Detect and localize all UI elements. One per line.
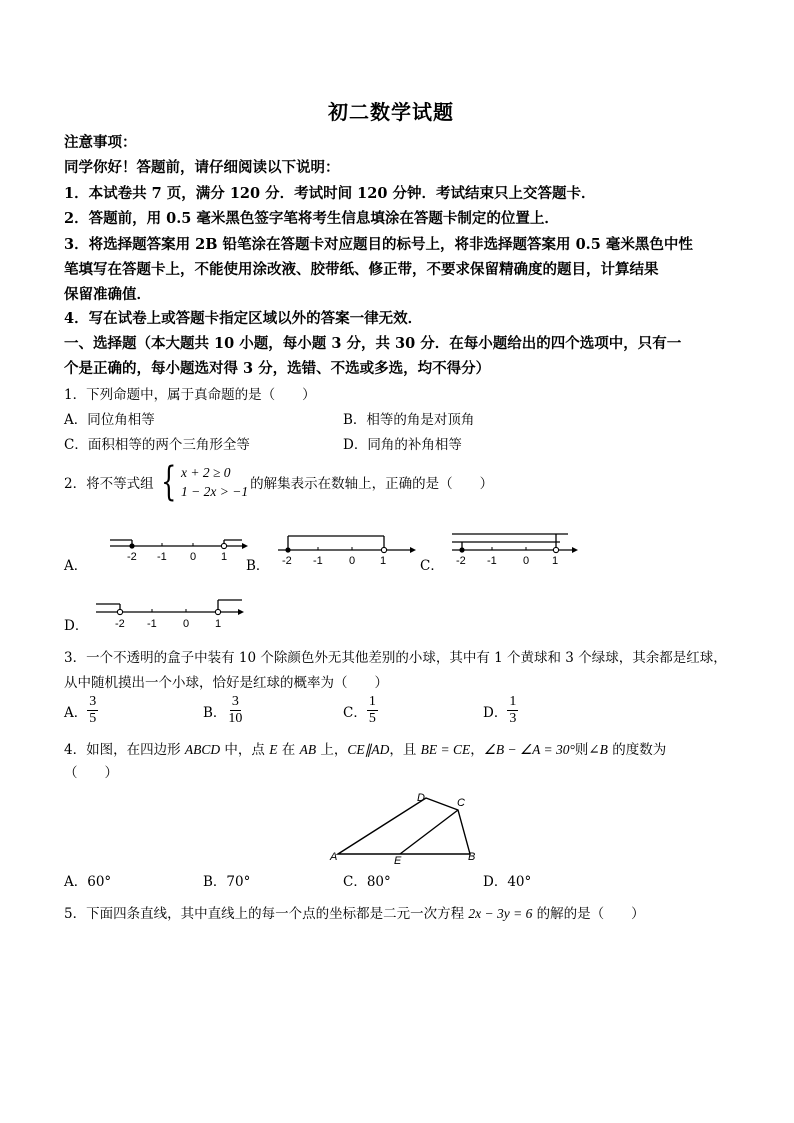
numerator: 1 [509, 694, 517, 709]
math: CE∥AD [347, 742, 390, 757]
page-title: 初二数学试题 [328, 100, 454, 124]
tick-label: 1 [215, 618, 222, 630]
question-5-stem [64, 902, 645, 922]
question-1-stem: 1．下列命题中，属于真命题的是（ ） [64, 387, 316, 403]
question-3-option-b [203, 694, 244, 727]
text: 5．下面四条直线，其中直线上的每一个点的坐标都是二元一次方程 [64, 906, 469, 922]
tick-label: -2 [282, 555, 292, 566]
question-2-label-d: D． [64, 618, 89, 634]
tick-label: -1 [487, 555, 497, 566]
option-label: A． [64, 704, 88, 721]
numerator: 3 [231, 694, 239, 709]
notice-heading: 注意事项： [64, 134, 137, 151]
notice-item-3-line3: 保留准确值． [64, 286, 151, 303]
text: ， [470, 742, 484, 758]
question-2-stem [64, 459, 494, 505]
question-3-line2: 从中随机摸出一个小球，恰好是红球的概率为（ ） [64, 675, 388, 691]
fraction [507, 694, 518, 727]
tick-label: 1 [380, 555, 387, 566]
vertex-label-e: E [394, 855, 402, 866]
math: E [269, 742, 278, 757]
question-1-option-a: A．同位角相等 [64, 412, 155, 428]
brace-icon: { [160, 459, 176, 505]
option-label: C． [343, 704, 367, 721]
vertex-label-d: D [417, 792, 425, 804]
denominator: 3 [509, 711, 517, 726]
tick-label: 1 [221, 551, 228, 563]
inequality-system [156, 459, 249, 505]
notice-item-2: 2．答题前，用 0.5 毫米黑色签字笔将考生信息填涂在答题卡制定的位置上． [64, 210, 559, 227]
math: ∠B − ∠A = 30° [483, 742, 575, 757]
denominator: 5 [89, 711, 97, 726]
notice-greeting: 同学你好！答题前，请仔细阅读以下说明： [64, 159, 340, 176]
section-heading-line1: 一、选择题（本大题共 10 小题，每小题 3 分，共 30 分．在每小题给出的四个选项中，只有一 [64, 335, 682, 352]
question-2-label-c: C． [420, 558, 444, 574]
tick-label: -1 [147, 618, 157, 630]
question-4-stem [64, 738, 666, 758]
tick-label: -1 [157, 551, 167, 563]
notice-item-3-line2: 笔填写在答题卡上，不能使用涂改液、胶带纸、修正带，不要求保留精确度的题目，计算结果 [64, 261, 659, 278]
question-3-option-d [483, 694, 518, 727]
question-2-stem-post: 的解集表示在数轴上，正确的是（ ） [250, 476, 494, 492]
question-4-option-b: B．70° [203, 874, 251, 890]
text: 在 [277, 742, 300, 758]
tick-label: -2 [127, 551, 137, 563]
number-line-a [108, 528, 248, 564]
number-line-c [450, 528, 580, 566]
question-1-option-c: C．面积相等的两个三角形全等 [64, 437, 250, 453]
vertex-label-a: A [330, 851, 338, 863]
question-4-option-c: C．80° [343, 874, 391, 890]
inequality-1: x + 2 ≥ 0 [181, 465, 231, 480]
number-line-d [94, 596, 244, 634]
fraction [367, 694, 378, 727]
question-2-label-b: B． [246, 558, 270, 574]
text: 4．如图，在四边形 [64, 742, 185, 758]
numerator: 3 [89, 694, 97, 709]
text: 的度数为 [607, 742, 667, 758]
option-label: D． [483, 704, 508, 721]
tick-label: 0 [523, 555, 530, 566]
text: 的解的是（ ） [532, 906, 645, 922]
question-3-option-c [343, 694, 378, 727]
notice-item-4: 4．写在试卷上或答题卡指定区域以外的答案一律无效． [64, 310, 423, 327]
question-4-option-a: A．60° [64, 874, 112, 890]
math: ABCD [184, 742, 221, 757]
option-label: B． [203, 704, 227, 721]
fraction [226, 694, 244, 727]
math: AB [299, 742, 317, 757]
tick-label: 0 [183, 618, 190, 630]
question-1-option-b: B．相等的角是对顶角 [343, 412, 475, 428]
vertex-label-c: C [457, 797, 465, 809]
question-2-stem-pre: 2．将不等式组 [64, 476, 154, 492]
text: 上， [316, 742, 348, 758]
vertex-label-b: B [468, 851, 476, 863]
math: B [599, 742, 608, 757]
question-1-option-d: D．同角的补角相等 [343, 437, 462, 453]
question-4-option-d: D．40° [483, 874, 532, 890]
denominator: 10 [228, 711, 243, 726]
number-line-b [276, 530, 416, 566]
notice-item-3-line1: 3．将选择题答案用 2B 铅笔涂在答题卡对应题目的标号上，将非选择题答案用 0.5 毫米黑色中性 [64, 236, 693, 253]
notice-item-1: 1．本试卷共 7 页，满分 120 分．考试时间 120 分钟．考试结束只上交答题卡． [64, 185, 596, 202]
question-3-line1: 3．一个不透明的盒子中装有 10 个除颜色外无其他差别的小球，其中有 1 个黄球和 3 个绿球，其余都是红球， [64, 650, 727, 666]
question-3-option-a [64, 694, 98, 727]
section-heading-line2: 个是正确的，每小题选对得 3 分，选错、不选或多选，均不得分） [64, 360, 491, 377]
text: 则∠ [574, 742, 600, 758]
tick-label: -2 [456, 555, 466, 566]
tick-label: 0 [190, 551, 197, 563]
quadrilateral-figure [328, 786, 480, 866]
text: ，且 [389, 742, 421, 758]
tick-label: -1 [313, 555, 323, 566]
numerator: 1 [368, 694, 376, 709]
denominator: 5 [368, 711, 376, 726]
text: 中，点 [220, 742, 270, 758]
question-2-label-a: A． [64, 558, 88, 574]
question-4-paren: （ ） [64, 765, 118, 781]
math: 2x − 3y = 6 [468, 906, 533, 921]
fraction [87, 694, 98, 727]
tick-label: 0 [349, 555, 356, 566]
tick-label: 1 [552, 555, 559, 566]
math: BE = CE [420, 742, 471, 757]
inequality-2: 1 − 2x > −1 [181, 484, 249, 499]
tick-label: -2 [115, 618, 125, 630]
